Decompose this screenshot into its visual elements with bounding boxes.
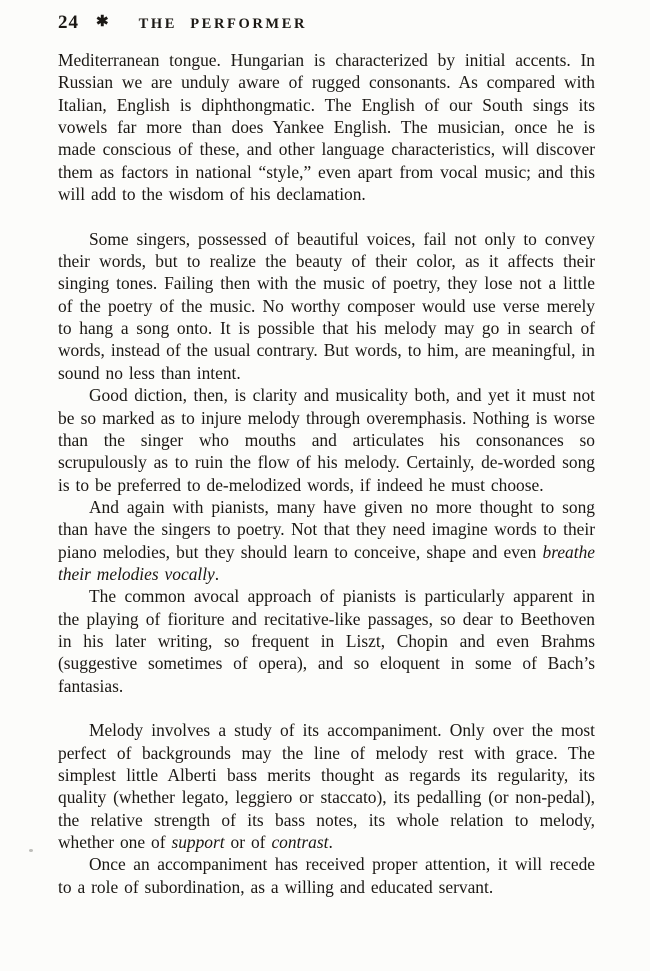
running-title: THE PERFORMER (138, 16, 308, 32)
italic-text-run: breathe their melodies vocally (58, 541, 595, 584)
italic-text-run: contrast (271, 832, 329, 853)
page-number: 24 (58, 12, 79, 33)
running-header (58, 12, 595, 36)
asterisk-ornament-icon: ✱ (96, 14, 109, 30)
text-run: . (214, 563, 220, 584)
page-body (58, 49, 595, 898)
text-run: Some singers, possessed of beautiful voices, fail not only to convey their words, but to realize the beauty of their color, as it affects their singing tones. Failing then with the music of poetry, they lose not a little of the poetry of the music. No worthy composer would use verse merely to hang a song onto. It is possible that his melody may go in search of words, instead of the usual contrary. But words, to him, are meaningful, in sound no less than intent. (58, 228, 595, 383)
text-run: . (328, 832, 333, 853)
paragraph (58, 585, 595, 697)
paragraph (58, 853, 595, 898)
paragraph (58, 228, 595, 384)
text-run: Melody involves a study of its accompaniment. Only over the most perfect of backgrounds may the line of melody rest with grace. The simplest little Alberti bass merits thought as regards its regularity, its quality (whether legato, leggiero or staccato), its pedalling (or non-pedal), the relative strength of its bass notes, its whole relation to melody, whether one of (58, 720, 595, 853)
text-run: The common avocal approach of pianists is particularly apparent in the playing of fioriture and recitative-like passages, so dear to Beethoven in his later writing, so frequent in Liszt, Chopin and even Brahms (suggestive sometimes of opera), and so eloquent in some of Bach’s fantasias. (58, 586, 595, 696)
text-run: Once an accompaniment has received proper attention, it will recede to a role of subordination, as a willing and educated servant. (58, 854, 595, 897)
paragraph (58, 384, 595, 496)
text-run: Mediterranean tongue. Hungarian is characterized by initial accents. In Russian we are unduly aware of rugged consonants. As compared with Italian, English is diphthongmatic. The English of our South sings its vowels far more than does Yankee English. The musician, once he is made conscious of these, and other language characteristics, will discover them as factors in national “style,” even apart from vocal music; and this will add to the wisdom of his declamation. (58, 50, 595, 205)
paragraph (58, 49, 595, 205)
paragraph (58, 719, 595, 853)
ink-speck (29, 849, 33, 852)
text-run: Good diction, then, is clarity and musicality both, and yet it must not be so marked as to injure melody through overemphasis. Nothing is worse than the singer who mouths and articulates his consonances so scrupulously as to ruin the flow of his melody. Certainly, de-worded song is to be preferred to de-melodized words, if indeed he must choose. (58, 385, 595, 495)
text-run: And again with pianists, many have given no more thought to song than have the singers to poetry. Not that they need imagine words to their piano melodies, but they should learn to conceive, shape and even (58, 496, 595, 562)
text-run: or of (224, 832, 272, 853)
italic-text-run: support (171, 832, 225, 853)
paragraph (58, 496, 595, 585)
